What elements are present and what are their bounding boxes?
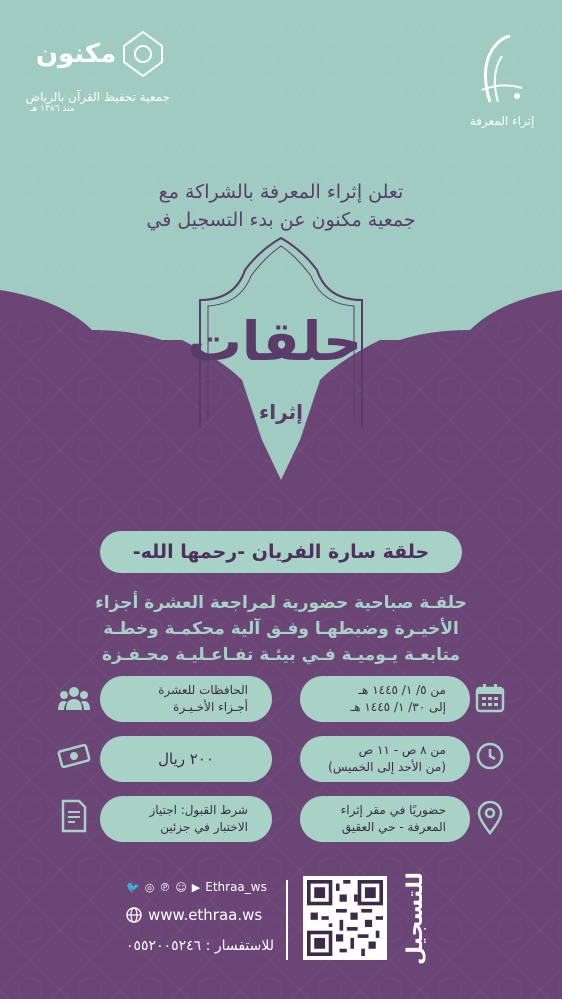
social-row — [126, 880, 267, 894]
website-row — [126, 906, 262, 924]
fee-pill — [100, 736, 272, 782]
headline-sub: إثراء — [259, 400, 303, 424]
website-link[interactable]: www.ethraa.ws — [148, 906, 263, 924]
org-logo-caption: جمعية تحفيظ القرآن بالرياض — [25, 90, 170, 104]
globe-icon — [126, 907, 142, 923]
condition-line-1: شرط القبول: اجتياز — [149, 803, 248, 817]
ithraa-logo — [462, 30, 542, 128]
instagram-icon[interactable]: ◎ — [144, 880, 155, 894]
calendar-icon — [470, 678, 510, 718]
pinterest-icon[interactable]: ℗ — [159, 880, 171, 894]
dates-line-1: من ٥/ ١/ ١٤٤٥ هـ — [358, 683, 446, 697]
time-line-2: (من الأحد إلى الخميس) — [328, 760, 446, 774]
inquiry-phone[interactable]: للاستفسار : ٠٥٥٢٠٠٥٢٤٦ — [126, 938, 274, 954]
target-line-2: أجـزاء الأخـيـرة — [173, 700, 248, 714]
condition-line-2: الاختبار في جزئين — [160, 820, 248, 834]
ithraa-logo-caption: إثراء المعرفة — [469, 114, 535, 128]
register-label: للتسجيل — [403, 871, 429, 965]
ornament-icon — [122, 30, 164, 78]
document-icon — [54, 796, 94, 836]
qr-code-icon — [307, 880, 383, 956]
snapchat-icon[interactable]: ☺ — [175, 880, 187, 894]
description-line-2: الأخيـرة وضبطهـا وفـق آلية محكمـة وخطـة — [103, 619, 459, 639]
org-logo-name: مكنون — [35, 39, 117, 69]
clock-icon — [470, 736, 510, 776]
twitter-icon[interactable]: 🐦 — [126, 880, 140, 894]
qr-code[interactable] — [303, 876, 387, 960]
org-logo — [25, 30, 170, 114]
youtube-icon[interactable]: ▶ — [191, 880, 201, 894]
location-pin-icon — [470, 798, 510, 838]
time-pill — [300, 736, 470, 782]
target-line-1: الحافظات للعشرة — [158, 683, 248, 697]
fee-value: ٢٠٠ ريال — [158, 749, 214, 768]
description-line-3: متابعـة يـوميـة فـي بيئـة تفـاعـليـة محـفـزة — [102, 645, 460, 665]
target-pill — [100, 676, 272, 722]
circle-name: حلقة سارة الفريان -رحمها الله- — [100, 531, 462, 573]
condition-pill — [100, 796, 272, 842]
dates-pill — [300, 676, 470, 722]
ithraa-logo-mark-icon — [462, 30, 542, 110]
group-icon — [54, 678, 94, 718]
social-handle[interactable]: Ethraa_ws — [205, 880, 267, 894]
location-pill — [300, 796, 470, 842]
location-line-2: المعرفة - حي العقيق — [341, 820, 446, 834]
headline-title: حلقات — [187, 310, 362, 373]
location-line-1: حضوريًا في مقر إثراء — [340, 803, 446, 817]
dates-line-2: إلى ٣٠/ ١/ ١٤٤٥ هـ — [350, 700, 446, 714]
intro-line-2: جمعية مكنون عن بدء التسجيل في — [146, 209, 416, 231]
time-line-1: من ٨ ص - ١١ ص — [358, 743, 446, 757]
description-line-1: حلقـة صباحية حضورية لمراجعة العشرة أجزاء — [95, 593, 467, 613]
intro-line-1: تعلن إثراء المعرفة بالشراكة مع — [158, 181, 404, 203]
money-icon — [54, 736, 94, 776]
register-label-box — [398, 868, 434, 968]
org-logo-since: منذ ١٣٨٦ هـ — [30, 104, 75, 114]
